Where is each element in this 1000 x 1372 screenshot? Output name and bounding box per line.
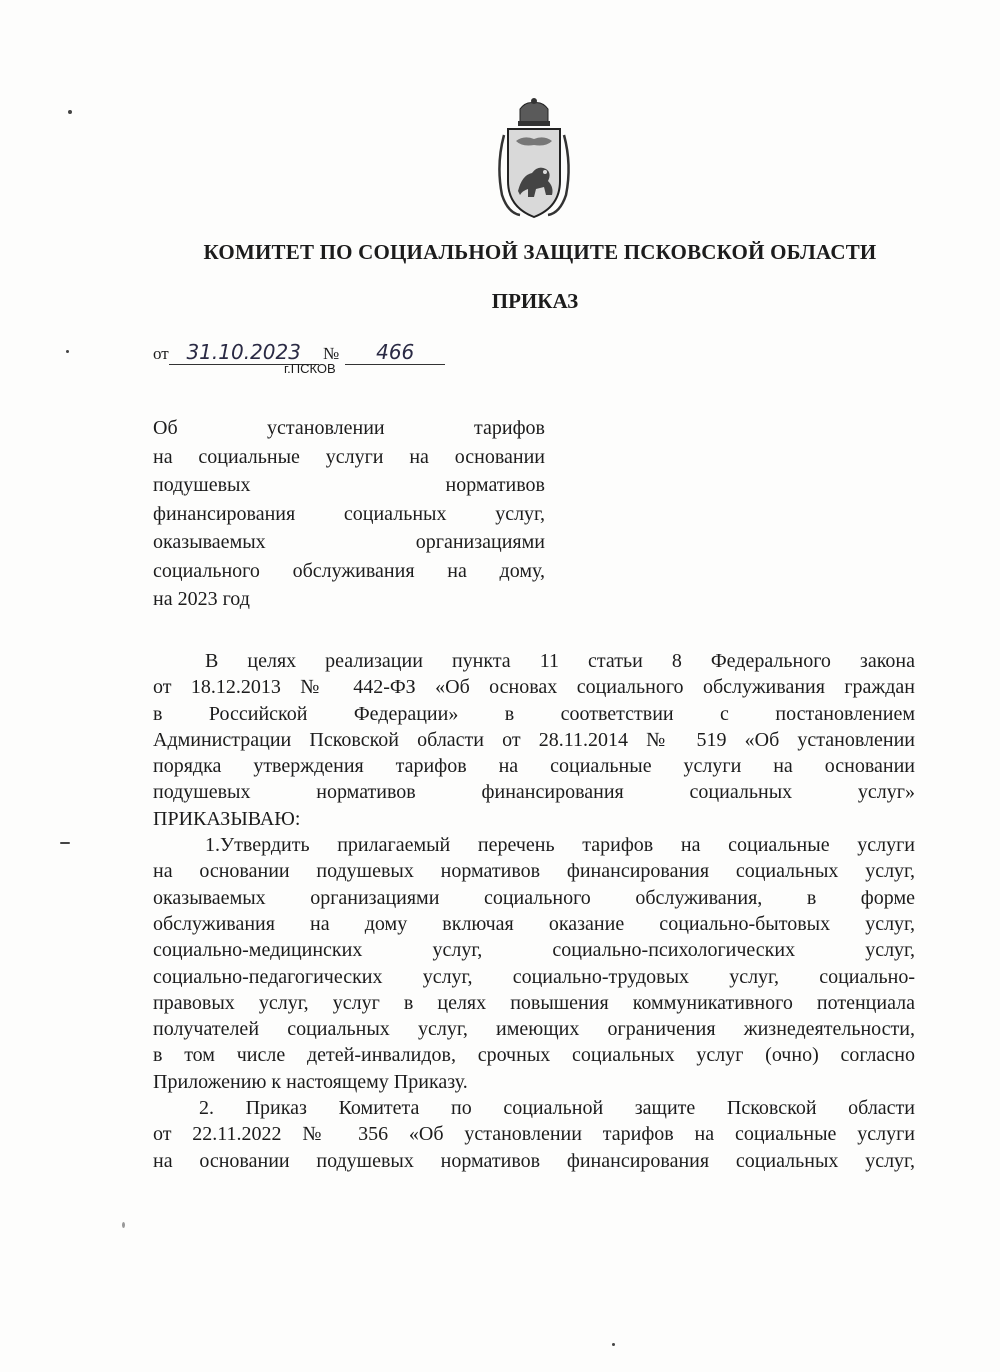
body-line: социально-педагогических услуг, социально-трудовых услуг, социально- bbox=[153, 965, 915, 988]
body-line: социально-медицинских услуг, социально-психологических услуг, bbox=[153, 939, 915, 962]
number-sign: № bbox=[322, 344, 340, 363]
body-line: на основании подушевых нормативов финансирования социальных услуг, bbox=[153, 860, 915, 883]
scan-speck bbox=[68, 110, 72, 114]
body-line: получателей социальных услуг, имеющих ограничения жизнедеятельности, bbox=[153, 1018, 915, 1041]
body-line: подушевых нормативов финансирования социальных услуг» bbox=[153, 781, 915, 804]
city: г.ПСКОВ bbox=[284, 361, 336, 376]
body-line: 1.Утвердить прилагаемый перечень тарифов на социальные услуги bbox=[205, 834, 915, 857]
body-line: ПРИКАЗЫВАЮ: bbox=[153, 807, 301, 830]
document-type: ПРИКАЗ bbox=[491, 289, 579, 313]
body-line: Приложению к настоящему Приказу. bbox=[153, 1070, 468, 1093]
subject-line: на 2023 год bbox=[153, 588, 250, 610]
subject-line: подушевых нормативов bbox=[153, 474, 545, 496]
subject-line: на социальные услуги на основании bbox=[153, 445, 545, 468]
body-line: порядка утверждения тарифов на социальные услуги на основании bbox=[153, 755, 915, 778]
subject-line: оказываемых организациями bbox=[153, 531, 545, 553]
subject-line: финансирования социальных услуг, bbox=[153, 502, 545, 525]
scan-speck bbox=[122, 1222, 125, 1228]
body-line: оказываемых организациями социального обслуживания, в форме bbox=[153, 886, 915, 909]
date-prefix: от bbox=[153, 344, 169, 363]
body-line: от 22.11.2022 № 356 «Об установлении тарифов на социальные услуги bbox=[153, 1123, 915, 1146]
body-line: обслуживания на дому включая оказание социально-бытовых услуг, bbox=[153, 912, 915, 935]
body-line: на основании подушевых нормативов финансирования социальных услуг, bbox=[153, 1149, 915, 1172]
body-line: В целях реализации пункта 11 статьи 8 Федерального закона bbox=[205, 650, 915, 672]
committee-name: КОМИТЕТ ПО СОЦИАЛЬНОЙ ЗАЩИТЕ ПСКОВСКОЙ ОБЛАСТИ bbox=[203, 240, 877, 264]
body-line: от 18.12.2013 № 442-ФЗ «Об основах социального обслуживания граждан bbox=[153, 676, 915, 699]
handwritten-date: 31.10.2023 bbox=[169, 340, 319, 365]
order-subject bbox=[153, 414, 545, 614]
coat-of-arms-icon bbox=[490, 95, 578, 225]
body-line: 2. Приказ Комитета по социальной защите Псковской области bbox=[199, 1097, 915, 1120]
body-line: правовых услуг, услуг в целях повышения коммуникативного потенциала bbox=[153, 991, 915, 1014]
scan-speck bbox=[612, 1343, 615, 1346]
body-line: в Российской Федерации» в соответствии с постановлением bbox=[153, 702, 915, 725]
scan-speck bbox=[60, 842, 70, 844]
scan-speck bbox=[66, 350, 69, 353]
body-line: в том числе детей-инвалидов, срочных социальных услуг (очно) согласно bbox=[153, 1044, 915, 1067]
subject-line: Об установлении тарифов bbox=[153, 417, 545, 439]
subject-line: социального обслуживания на дому, bbox=[153, 559, 545, 582]
order-body bbox=[153, 648, 915, 1174]
body-line: Администрации Псковской области от 28.11.2014 № 519 «Об установлении bbox=[153, 728, 915, 751]
handwritten-number: 466 bbox=[345, 340, 445, 365]
